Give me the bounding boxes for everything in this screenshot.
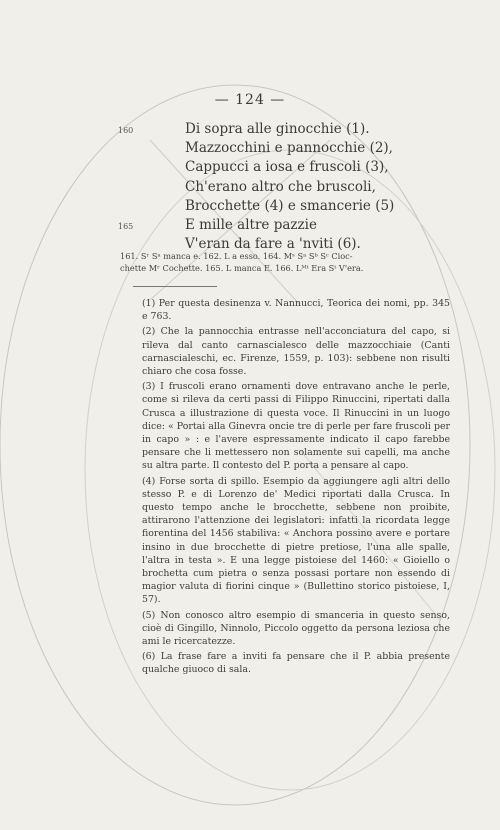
verse-text: E mille altre pazzie bbox=[185, 217, 317, 234]
verse-text: Ch'erano altro che bruscoli, bbox=[185, 178, 376, 195]
footnote-text: (2) Che la pannocchia entrasse nell'acconciatura del capo, si rileva dal canto carnascialesco delle mazzocchiaie (Canti carnascialeschi, ec. Firenze, 1559, p. 103): sebbene non risulti chiaro che cosa fosse. bbox=[142, 326, 450, 378]
footnote-text: (1) Per questa desinenza v. Nannucci, Teorica dei nomi, pp. 345 e 763. bbox=[142, 298, 450, 323]
footnote bbox=[120, 325, 450, 378]
footnote-text: (3) I fruscoli erano ornamenti dove entravano anche le perle, come si rileva da certi passi di Filippo Rinuccini, ripertati dalla Crusca a illustrazione di questa voce. Il Rinuccini in un luogo dice: « Portai alla Ginevra oncie tre di perle per fare fruscoli per in capo » : e l'avere espressamente indicato il capo farebbe pensare che li mettessero non solamente sui capelli, ma anche su altra parte. Il contesto del P. porta a pensare al capo. bbox=[142, 381, 450, 472]
page-number: — 124 — bbox=[214, 92, 286, 108]
verse-line bbox=[185, 178, 475, 197]
footnote bbox=[120, 609, 450, 649]
textual-variants bbox=[120, 250, 460, 274]
verse-line bbox=[118, 120, 475, 139]
verse-line bbox=[185, 158, 475, 177]
footnote bbox=[120, 475, 450, 607]
variant-line: chette Mʳ Cochette. 165. L manca E. 166. Lᴹᵗ Era Sᵗ V'era. bbox=[120, 263, 364, 273]
verse-line bbox=[118, 216, 475, 235]
footnotes bbox=[120, 297, 450, 679]
verse-line bbox=[185, 139, 475, 158]
footnote-divider bbox=[133, 286, 217, 287]
verse-text: Di sopra alle ginocchie (1). bbox=[185, 121, 370, 137]
verse-text: Cappucci a iosa e fruscoli (3), bbox=[185, 159, 389, 176]
variant-line: 161. Sʳ Sᵃ manca e. 162. L a esso. 164. Mˢ Sᵃ Sᵇ Sᶜ Cioc- bbox=[120, 251, 353, 261]
footnote-text: (5) Non conosco altro esempio di smanceria in questo senso, cioè di Gingillo, Ninnolo, Piccolo oggetto da persona leziosa che ami le ricercatezze. bbox=[142, 609, 450, 648]
verse-line bbox=[185, 197, 475, 216]
footnote-text: (4) Forse sorta di spillo. Esempio da aggiungere agli altri dello stesso P. e di Lorenzo de' Medici riportati dalla Crusca. In questo tempo anche le brocchette, sebbene non proibite, attirarono l'attenzione dei legislatori: infatti la ricordata legge fiorentina del 1456 stabiliva: « Anchora possino avere e portare insino in due brocchette di pietre pretiose, l'una alle spalle, l'altra in testa ». E una legge pistoiese del 1460: « Gioiello o brochetta cum pietra o senza possasi portare non essendo di magior valuta di fiorini cinque » (Bullettino storico pistoiese, I, 57). bbox=[142, 475, 450, 606]
footnote bbox=[120, 297, 450, 323]
verse-text: Brocchette (4) e smancerie (5) bbox=[185, 197, 395, 214]
footnote bbox=[120, 380, 450, 472]
footnote-text: (6) La frase fare a inviti fa pensare che il P. abbia presente qualche giuoco di sala. bbox=[142, 651, 450, 676]
verse-text: Mazzocchini e pannocchie (2), bbox=[185, 140, 393, 157]
line-number: 165 bbox=[118, 222, 134, 232]
footnote bbox=[120, 650, 450, 676]
verse-text: V'eran da fare a 'nviti (6). bbox=[185, 236, 361, 253]
poem-verse bbox=[118, 120, 475, 254]
line-number: 160 bbox=[118, 126, 134, 135]
